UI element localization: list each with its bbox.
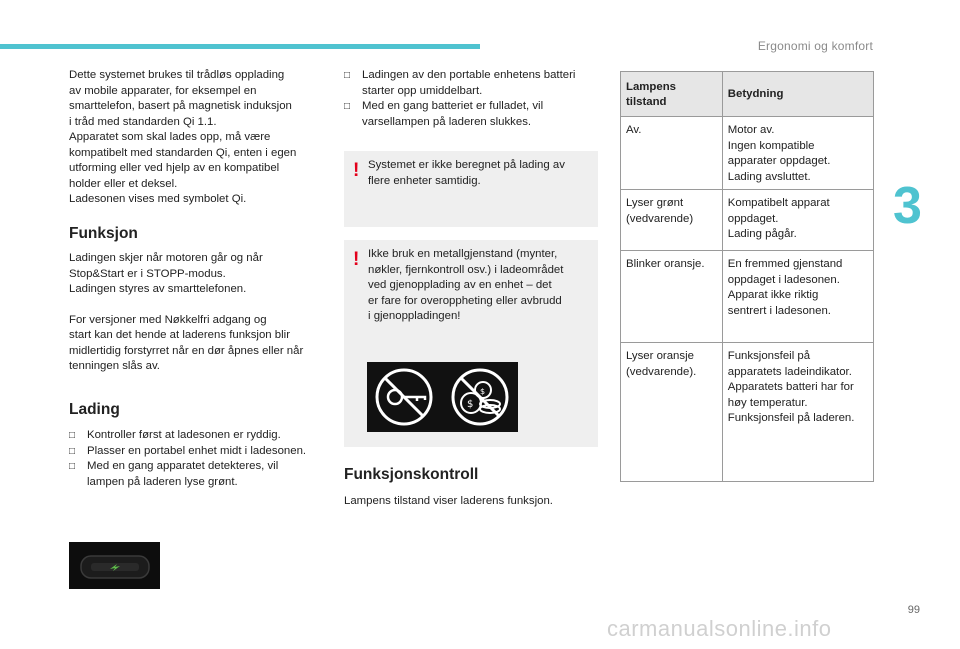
kontroll-text: Lampens tilstand viser laderens funksjon. [344, 495, 553, 507]
lading-list [69, 428, 327, 490]
table-row [621, 117, 874, 190]
prohibition-pictogram [367, 362, 518, 432]
lamp-status-table [620, 71, 874, 482]
column-header-state: Lampens tilstand [621, 72, 723, 117]
state-cell: Av. [621, 117, 723, 190]
state-cell: Blinker oransje. [621, 251, 723, 343]
svg-text:$: $ [480, 387, 486, 396]
funksjon-para-2: For versjoner med Nøkkelfri adgang og start kan det hende at laderens funksjon blir midlertidig forstyrret når en dør åpnes eller når tenningen slås av. [69, 313, 304, 372]
heading-funksjonskontroll: Funksjonskontroll [344, 466, 479, 483]
checkbox-bullet-icon: □ [69, 461, 76, 472]
left-column [69, 68, 327, 490]
column-header-meaning: Betydning [722, 72, 873, 117]
state-cell: Lyser oransje (vedvarende). [621, 343, 723, 482]
charger-lamp-icon [69, 542, 160, 589]
heading-lading: Lading [69, 400, 120, 418]
warning-icon: ! [353, 249, 360, 270]
middle-list [344, 68, 600, 130]
checkbox-bullet-icon: □ [69, 430, 76, 441]
meaning-cell: En fremmed gjenstand oppdaget i ladesonen. Apparat ikke riktig sentrert i ladesonen. [722, 251, 873, 343]
chapter-number: 3 [893, 177, 922, 235]
table-row [621, 251, 874, 343]
table-row [621, 343, 874, 482]
checkbox-bullet-icon: □ [344, 101, 351, 112]
warning-text-1: Systemet er ikke beregnet på lading av flere enheter samtidig. [368, 159, 565, 187]
list-item: □ Kontroller først at ladesonen er ryddig. [69, 428, 327, 444]
top-accent-bar [0, 44, 480, 49]
section-title: Ergonomi og komfort [757, 39, 873, 53]
checkbox-bullet-icon: □ [69, 445, 76, 457]
charger-lamp-image [69, 542, 160, 589]
meaning-cell: Motor av. Ingen kompatible apparater oppdaget. Lading avsluttet. [722, 117, 873, 190]
warning-text-2: Ikke bruk en metallgjenstand (mynter, nøkler, fjernkontroll osv.) i ladeområdet ved gjenopplading av en enhet – det er fare for overoppheting eller avbrudd i gjenoppladingen! [368, 248, 564, 322]
warning-box-2 [344, 240, 598, 447]
meaning-cell: Funksjonsfeil på apparatets ladeindikator. Apparatets batteri har for høy temperatur. Funksjonsfeil på laderen. [722, 343, 873, 482]
state-cell: Lyser grønt (vedvarende) [621, 190, 723, 251]
list-item: □ Med en gang apparatet detekteres, vil lampen på laderen lyse grønt. [69, 460, 279, 488]
table-header-row [621, 72, 874, 117]
checkbox-bullet-icon: □ [344, 70, 351, 81]
page-number: 99 [907, 604, 920, 616]
intro-text: Dette systemet brukes til trådløs opplading av mobile apparater, for eksempel en smarttelefon, basert på magnetisk induksjon i tråd med standarden Qi 1.1. Apparatet som skal lades opp, må være kompatibelt med standarden Qi, enten i egen utforming eller ved hjelp av en kompatibel holder eller et deksel. Ladesonen vises med symbolet Qi. [69, 69, 297, 205]
watermark: carmanualsonline.info [607, 616, 832, 641]
middle-column [344, 68, 600, 130]
no-coins-icon [453, 370, 507, 424]
heading-funksjon: Funksjon [69, 224, 138, 242]
warning-box-1 [344, 151, 598, 227]
no-key-icon [377, 370, 431, 424]
table-row [621, 190, 874, 251]
meaning-cell: Kompatibelt apparat oppdaget. Lading pågår. [722, 190, 873, 251]
warning-icon: ! [353, 160, 360, 181]
list-item: □ Ladingen av den portable enhetens batteri starter opp umiddelbart. [344, 69, 576, 97]
funksjon-para-1: Ladingen skjer når motoren går og når Stop&Start er i STOPP-modus. Ladingen styres av smarttelefonen. [69, 252, 263, 295]
svg-text:$: $ [467, 399, 474, 410]
list-item: □ Plasser en portabel enhet midt i ladesonen. [69, 444, 327, 460]
list-item: □ Med en gang batteriet er fulladet, vil varsellampen på laderen slukkes. [344, 100, 544, 128]
